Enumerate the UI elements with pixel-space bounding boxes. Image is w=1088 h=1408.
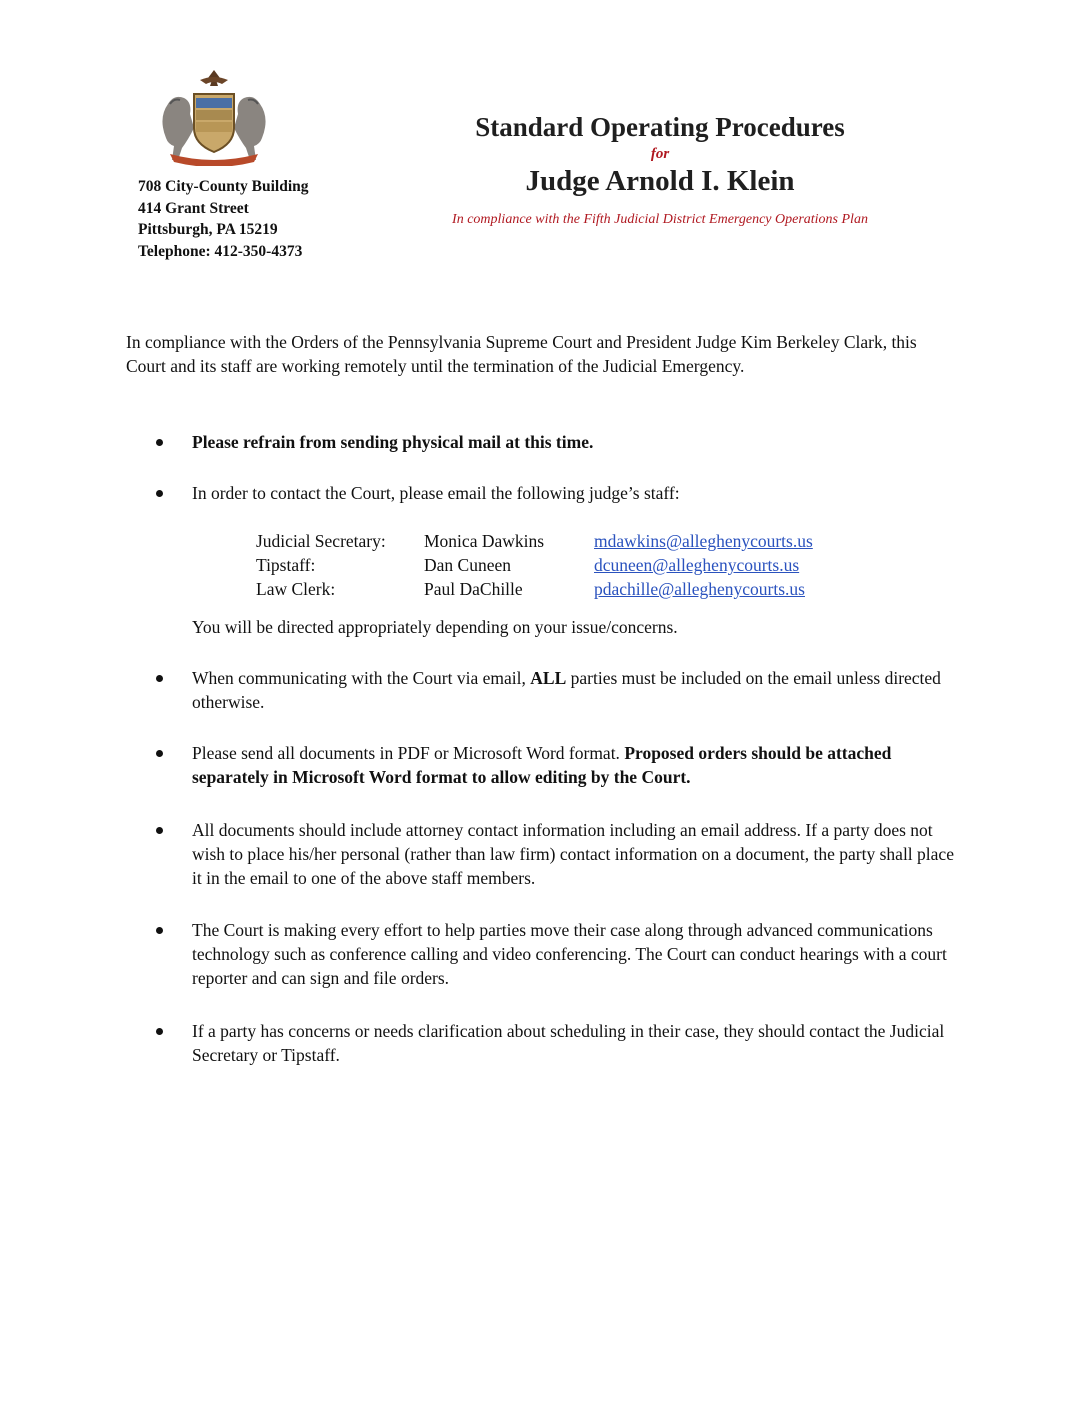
contact-role: Tipstaff:	[256, 555, 316, 575]
contact-email-link[interactable]: pdachille@alleghenycourts.us	[594, 579, 805, 599]
bullet-item-document-format	[192, 741, 962, 789]
address-telephone: Telephone: 412-350-4373	[138, 242, 303, 260]
bullet-icon	[156, 827, 163, 834]
directed-note: You will be directed appropriately depending on your issue/concerns.	[192, 617, 678, 637]
bullet-icon	[156, 1028, 163, 1035]
bullet-text: Please refrain from sending physical mail at this time.	[192, 432, 594, 452]
bullet-text: parties must be included on the email unless directed otherwise.	[192, 668, 941, 712]
bullet-text: When communicating with the Court via email,	[192, 668, 531, 688]
bullet-item-scheduling	[192, 1019, 962, 1067]
contact-email-link[interactable]: mdawkins@alleghenycourts.us	[594, 531, 813, 551]
address-city: Pittsburgh, PA 15219	[138, 221, 278, 238]
bullet-text: Please send all documents in PDF or Microsoft Word format.	[192, 743, 625, 763]
bullet-text: In order to contact the Court, please email the following judge’s staff:	[192, 483, 680, 503]
judge-name: Judge Arnold I. Klein	[525, 165, 795, 197]
bullet-item-contact-info	[192, 818, 962, 890]
bullet-icon	[156, 750, 163, 757]
bullet-text: The Court is making every effort to help parties move their case along through advanced communications technology such as conference calling and video conferencing. The Court can conduct hearings with a court reporter and can sign and file orders.	[192, 920, 947, 988]
bullet-emphasis: ALL	[530, 668, 567, 688]
address-building: 708 City-County Building	[138, 178, 309, 195]
contact-role: Judicial Secretary:	[256, 531, 386, 551]
bullet-icon	[156, 675, 163, 682]
bullet-item-all-parties	[192, 666, 962, 714]
intro-paragraph: In compliance with the Orders of the Pennsylvania Supreme Court and President Judge Kim Berkeley Clark, this Court and its staff are working remotely until the termination of the Judicial Emergency.	[126, 332, 917, 376]
bullet-icon	[156, 927, 163, 934]
bullet-emphasis: Proposed orders should be attached separately in Microsoft Word format to allow editing by the Court.	[192, 743, 892, 787]
address-street: 414 Grant Street	[138, 199, 249, 217]
bullet-text: If a party has concerns or needs clarification about scheduling in their case, they should contact the Judicial Secretary or Tipstaff.	[192, 1021, 945, 1065]
bullet-item-technology	[192, 918, 962, 990]
bullet-item-no-mail	[192, 430, 962, 454]
page-title: Standard Operating Procedures	[475, 112, 845, 142]
contact-name: Monica Dawkins	[424, 531, 545, 551]
contact-name: Paul DaChille	[424, 579, 523, 599]
contact-name: Dan Cuneen	[424, 555, 511, 575]
bullet-icon	[156, 490, 163, 497]
contact-email-link[interactable]: dcuneen@alleghenycourts.us	[594, 555, 800, 575]
contact-role: Law Clerk:	[256, 579, 336, 599]
address-block	[138, 176, 309, 262]
compliance-subtitle: In compliance with the Fifth Judicial District Emergency Operations Plan	[452, 212, 868, 227]
bullet-text: All documents should include attorney contact information including an email address. If a party does not wish to place his/her personal (rather than law firm) contact information on a document, the party shall place it in the email to one of the above staff members.	[192, 820, 954, 888]
bullet-icon	[156, 439, 163, 446]
for-label: for	[650, 146, 670, 162]
pennsylvania-seal-icon	[148, 68, 280, 166]
bullet-item-contact	[192, 481, 962, 505]
